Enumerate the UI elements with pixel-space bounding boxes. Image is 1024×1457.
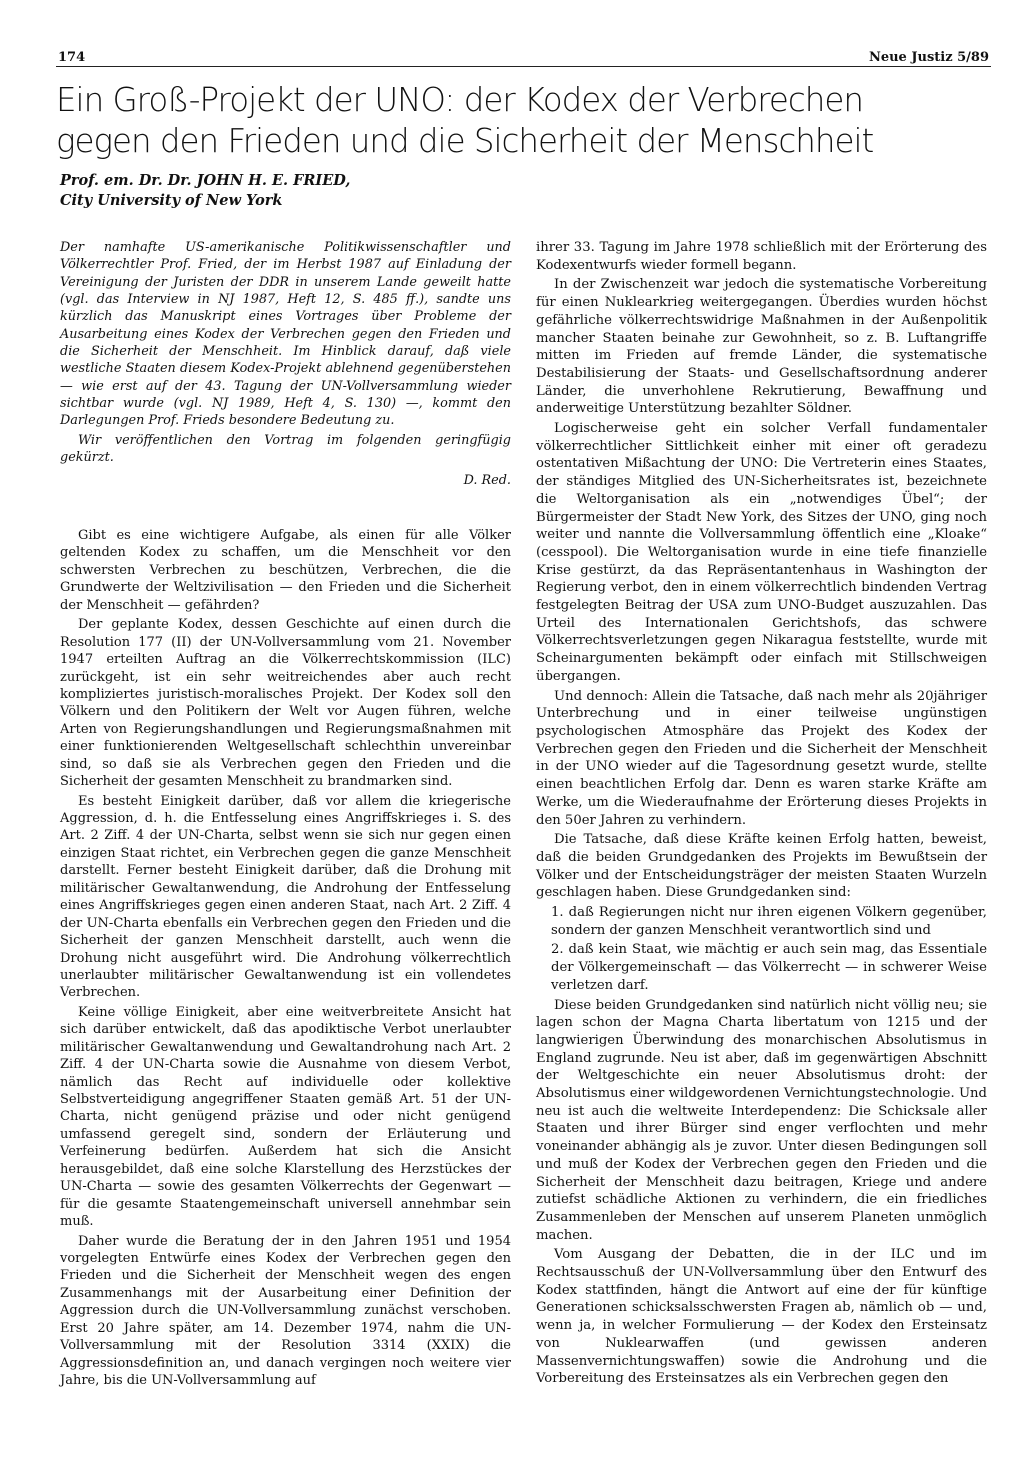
- author-name: Prof. em. Dr. Dr. JOHN H. E. FRIED,: [60, 172, 351, 189]
- abstract-paragraph: Der namhafte US-amerikanische Politikwissenschaftler und Völkerrechtler Prof. Fried, der im Herbst 1987 auf Einladung der Vereinigung der Juristen der DDR in unserem Lande geweilt hatte (vgl. das Interview in NJ 1987, Heft 12, S. 485 ff.), sandte uns kürzlich das Manuskript eines Vortrages über Probleme der Ausarbeitung eines Kodex der Verbrechen gegen den Frieden und die Sicherheit der Menschheit. Im Hinblick darauf, daß viele westliche Staaten diesem Kodex-Projekt ablehnend gegenüberstehen — wie erst auf der 43. Tagung der UN-Vollversammlung wieder sichtbar wurde (vgl. NJ 1989, Heft 4, S. 130) —, kommt den Darlegungen Prof. Frieds besondere Bedeutung zu.: [60, 240, 511, 429]
- body-paragraph: Gibt es eine wichtigere Aufgabe, als einen für alle Völker geltenden Kodex zu schaffen, um die Menschheit vor den schwersten Verbrechen zu beschützen, Verbrechen, die die Grundwerte der Weltzivilisation — den Frieden und die Sicherheit der Menschheit — gefährden?: [60, 528, 511, 613]
- body-paragraph: Diese beiden Grundgedanken sind natürlich nicht völlig neu; sie lagen schon der Magna Charta libertatum von 1215 und der langwierigen Überwindung des monarchischen Absolutismus in England zugrunde. Neu ist aber, daß im gegenwärtigen Abschnitt der Weltgeschichte ein neuer Absolutismus droht: der Absolutismus einer wildgewordenen Vernichtungstechnologie. Und neu ist auch die weltweite Interdependenz: Die Schicksale aller Staaten und ihrer Bürger sind enger verflochten und mehr voneinander abhängig als je zuvor. Unter diesen Bedingungen soll und muß der Kodex der Verbrechen gegen den Frieden und die Sicherheit der Menschheit dazu beitragen, Kriege und andere zutiefst schädliche Aktionen zu verhindern, die ein friedliches Zusammenleben der Menschen auf unserem Planeten unmöglich machen.: [536, 997, 987, 1243]
- body-paragraph: Vom Ausgang der Debatten, die in der ILC und im Rechtsausschuß der UN-Vollversammlung über den Entwurf des Kodex stattfinden, hängt die Antwort auf eine der für künftige Generationen schicksalsschwersten Fragen ab, nämlich ob — und, wenn ja, in welcher Formulierung — der Kodex den Ersteinsatz von Nuklearwaffen (und gewissen anderen Massenvernichtungswaffen) sowie die Androhung und die Vorbereitung des Ersteinsatzes als ein Verbrechen gegen den: [536, 1247, 987, 1387]
- list-item: 1. daß Regierungen nicht nur ihren eigenen Völkern gegenüber, sondern der ganzen Menschheit verantwortlich sind und: [551, 905, 987, 938]
- body-paragraph: Der geplante Kodex, dessen Geschichte auf einen durch die Resolution 177 (II) der UN-Vollversammlung vom 21. November 1947 erteilten Auftrag an die Völkerrechtskommission (ILC) zurückgeht, ist ein sehr weitreichendes aber auch recht kompliziertes juristisch-moralisches Projekt. Der Kodex soll den Völkern und den Politikern der Welt vor Augen führen, welche Arten von Regierungshandlungen und Regierungsmaßnahmen mit einer funktionierenden Weltgesellschaft schlechthin unvereinbar sind, so daß sie als Verbrechen gegen den Frieden und die Sicherheit der gesamten Menschheit zu brandmarken sind.: [60, 617, 511, 790]
- body-column-left: [60, 527, 511, 1391]
- header-rule: [56, 66, 991, 67]
- body-paragraph: Die Tatsache, daß diese Kräfte keinen Erfolg hatten, beweist, daß die beiden Grundgedanken des Projekts im Bewußtsein der Völker und der Entscheidungsträger der meisten Staaten Wurzeln geschlagen haben. Diese Grundgedanken sind:: [536, 832, 987, 901]
- journal-issue: Neue Justiz 5/89: [868, 50, 989, 65]
- body-paragraph: Und dennoch: Allein die Tatsache, daß nach mehr als 20jähriger Unterbrechung und in einer teilweise ungünstigen psychologischen Atmosphäre das Projekt des Kodex der Verbrechen gegen den Frieden und die Sicherheit der Menschheit in der UNO wieder auf die Tagesordnung gesetzt wurde, stellte einen beachtlichen Erfolg dar. Denn es waren starke Kräfte am Werke, um die Wiederaufnahme der Erörterung dieses Projekts in den 50er Jahren zu verhindern.: [536, 688, 987, 828]
- body-paragraph: Keine völlige Einigkeit, aber eine weitverbreitete Ansicht hat sich darüber entwickelt, daß das apodiktische Verbot unerlaubter militärischer Gewaltanwendung und Gewaltandrohung nach Art. 2 Ziff. 4 der UN-Charta sowie die Ausnahme von diesem Verbot, nämlich das Recht auf individuelle oder kollektive Selbstverteidigung angegriffener Staaten gemäß Art. 51 der UN-Charta, nicht genügend präzise und oder nicht genügend umfassend geregelt sind, sondern der Erläuterung und Verfeinerung bedürfen. Außerdem hat sich die Ansicht herausgebildet, daß eine solche Klarstellung des Herzstückes der UN-Charta — sowie des gesamten Völkerrechts der Gegenwart — für die gesamte Staatengemeinschaft universell annehmbar sein muß.: [60, 1004, 511, 1230]
- editor-signature: D. Red.: [463, 473, 511, 489]
- body-paragraph: ihrer 33. Tagung im Jahre 1978 schließlich mit der Erörterung des Kodexentwurfs wieder formell begann.: [536, 240, 987, 273]
- article-title: [56, 80, 996, 162]
- author-block: [60, 171, 540, 211]
- list-item: 2. daß kein Staat, wie mächtig er auch sein mag, das Essentiale der Völkergemeinschaft — das Völkerrecht — in schwerer Weise verletzen darf.: [551, 942, 987, 993]
- title-line-2: gegen den Frieden und die Sicherheit der Menschheit: [56, 122, 874, 160]
- editorial-abstract: [60, 239, 511, 492]
- body-paragraph: Logischerweise geht ein solcher Verfall fundamentaler völkerrechtlicher Sittlichkeit einher mit einer oft geradezu ostentativen Mißachtung der UNO: Die Vertreterin eines Staates, der ständiges Mitglied des UN-Sicherheitsrates ist, bezeichnete die Weltorganisation als ein „notwendiges Übel“; der Bürgermeister der Stadt New York, des Sitzes der UNO, ging noch weiter und nannte die Vollversammlung öffentlich eine „Kloake“ (cesspool). Die Weltorganisation wurde in eine tiefe finanzielle Krise gestürzt, da das Repräsentantenhaus in Washington der Regierung verbot, den in einem völkerrechtlich bindenden Vertrag festgelegten Beitrag der USA zum UNO-Budget auszuzahlen. Das Urteil des Internationalen Gerichtshofs, das schwere Völkerrechtsverletzungen gegen Nikaragua feststellte, wurde mit Scheinargumenten bekämpft oder einfach mit Stillschweigen übergangen.: [536, 421, 987, 684]
- body-paragraph: Daher wurde die Beratung der in den Jahren 1951 und 1954 vorgelegten Entwürfe eines Kodex der Verbrechen gegen den Frieden und die Sicherheit der Menschheit wegen des engen Zusammenhangs mit der Ausarbeitung einer Definition der Aggression durch die UN-Vollversammlung zunächst verschoben. Erst 20 Jahre später, am 14. Dezember 1974, nahm die UN-Vollversammlung mit der Resolution 3314 (XXIX) die Aggressionsdefinition an, und danach vergingen noch weitere vier Jahre, bis die UN-Vollversammlung auf: [60, 1233, 511, 1388]
- page-number: 174: [58, 50, 86, 65]
- abstract-paragraph: Wir veröffentlichen den Vortrag im folgenden geringfügig gekürzt.: [60, 432, 511, 465]
- body-column-right: [536, 239, 987, 1390]
- body-paragraph: In der Zwischenzeit war jedoch die systematische Vorbereitung für einen Nuklearkrieg weitergegangen. Überdies wurden höchst gefährliche völkerrechtswidrige Maßnahmen in der Außenpolitik mancher Staaten beinahe zur Gewohnheit, so z. B. Luftangriffe mitten im Frieden auf fremde Länder, die systematische Destabilisierung der Staats- und Gesellschaftsordnung anderer Länder, die unverhohlene Rekrutierung, Bewaffnung und anderweitige Unterstützung bezahlter Söldner.: [536, 277, 987, 417]
- body-paragraph: Es besteht Einigkeit darüber, daß vor allem die kriegerische Aggression, d. h. die Entfesselung eines Angriffskrieges i. S. des Art. 2 Ziff. 4 der UN-Charta, selbst wenn sie sich nur gegen einen einzigen Staat richtet, ein Verbrechen gegen die ganze Menschheit darstellt. Ferner besteht Einigkeit darüber, daß die Drohung mit militärischer Gewaltanwendung, die Androhung der Entfesselung eines Angriffskrieges gegen einen anderen Staat, nach Art. 2 Ziff. 4 der UN-Charta ebenfalls ein Verbrechen gegen den Frieden und die Sicherheit der ganzen Menschheit darstellt, auch wenn die Drohung nicht ausgeführt wird. Die Androhung völkerrechtlich unerlaubter militärischer Gewaltanwendung ist ein vollendetes Verbrechen.: [60, 793, 511, 1001]
- title-line-1: Ein Groß-Projekt der UNO: der Kodex der Verbrechen: [56, 81, 863, 119]
- author-affiliation: City University of New York: [60, 192, 283, 209]
